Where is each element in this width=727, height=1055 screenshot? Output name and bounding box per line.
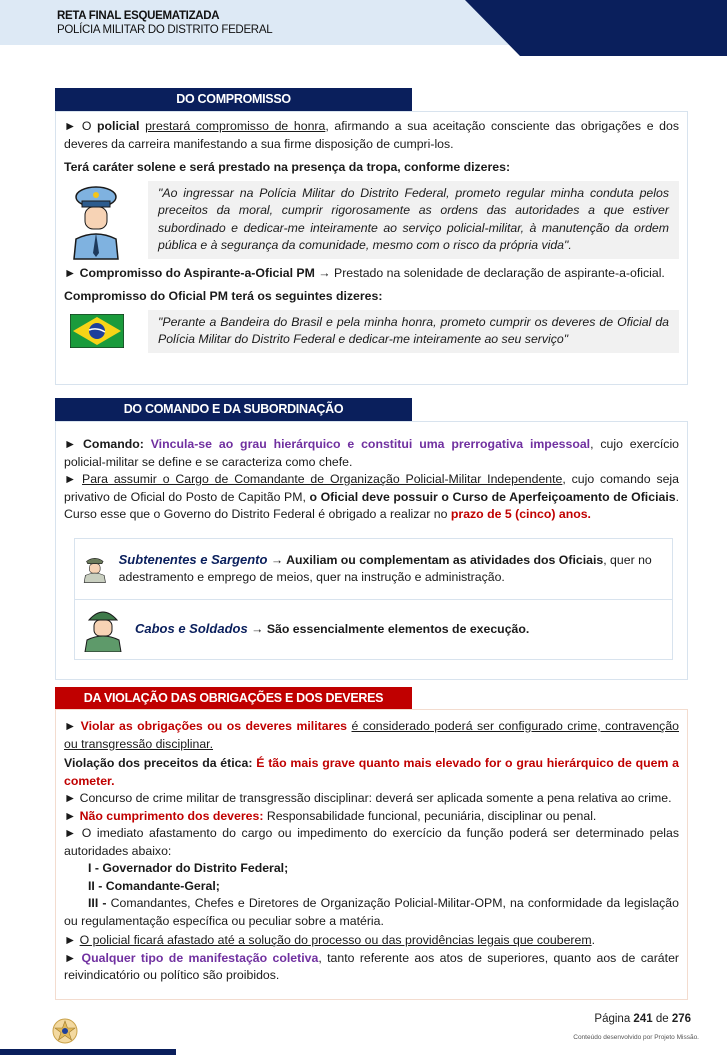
paragraph	[64, 118, 679, 153]
text-run: ►	[64, 950, 82, 965]
paragraph	[64, 265, 679, 283]
text-run: é considerado poderá ser configurado crime, contravenção ou transgressão disciplinar.	[64, 719, 679, 751]
rank-role-detail: , quer no adestramento e emprego de meios, quer na instrução e administração.	[118, 552, 652, 584]
paragraph	[64, 895, 679, 930]
header-decoration	[465, 0, 727, 56]
paragraph	[64, 755, 679, 790]
text-run: , cujo exercício policial-militar se define e se caracteriza como chefe.	[64, 437, 680, 469]
soldier-icon	[83, 606, 123, 652]
text-run: O policial ficará afastado até a solução do processo ou das providências legais que couberem	[79, 933, 592, 947]
text-run: ► O imediato afastamento do cargo ou impedimento do exercício da função poderá ser determinado pelas autoridades abaixo:	[64, 826, 679, 858]
paragraph	[64, 159, 679, 177]
text-run: I - Governador do Distrito Federal;	[88, 861, 289, 875]
paragraph	[64, 860, 679, 878]
text-run: , cujo comando seja privativo de Oficial do Posto de Capitão PM,	[64, 472, 680, 504]
text-run: , tanto referente aos atos de superiores, quanto aos de caráter reivindicatório ou político são proibidos.	[64, 950, 679, 982]
police-officer-icon	[70, 183, 122, 261]
paragraph	[64, 790, 679, 808]
paragraph	[64, 436, 679, 471]
section-compromisso	[55, 111, 688, 385]
section-violacao	[55, 709, 688, 1000]
paragraph	[64, 471, 679, 524]
brand-logo-icon	[52, 1018, 78, 1044]
rank-role: → Auxiliam ou complementam as atividades dos Oficiais	[267, 552, 604, 567]
text-run: Terá caráter solene e será prestado na presença da tropa, conforme dizeres:	[64, 160, 511, 174]
text-run: Qualquer tipo de manifestação coletiva	[81, 950, 319, 965]
rank-row	[75, 599, 672, 659]
section-title-comando: DO COMANDO E DA SUBORDINAÇÃO	[55, 398, 412, 421]
paragraph	[64, 878, 679, 896]
text-run: ► O	[64, 119, 98, 133]
text-run: . Curso esse que o Governo do Distrito Federal é obrigado a realizar no	[64, 489, 679, 521]
rank-row	[75, 539, 672, 599]
text-run: Não cumprimento dos deveres:	[79, 808, 264, 823]
ranks-table	[74, 538, 673, 660]
header-title: RETA FINAL ESQUEMATIZADA	[57, 10, 220, 22]
sergeant-icon	[83, 546, 107, 592]
text-run: Compromisso do Oficial PM terá os seguintes dizeres:	[64, 289, 383, 303]
text-run: Violar as obrigações ou os deveres militares	[80, 719, 348, 733]
text-run: Responsabilidade funcional, pecuniária, disciplinar ou penal.	[263, 808, 597, 823]
page-number: Página 241 de 276	[594, 1013, 691, 1025]
text-run: Vincula-se ao grau hierárquico e constitui uma prerrogativa impessoal	[150, 437, 591, 451]
text-run: III -	[88, 896, 111, 910]
footer-bar	[0, 1049, 176, 1055]
text-run: ► Concurso de crime militar de transgressão disciplinar: deverá ser aplicada somente a pena relativa ao crime.	[64, 791, 672, 805]
text-run: II - Comandante-Geral;	[88, 878, 220, 893]
header-subtitle: POLÍCIA MILITAR DO DISTRITO FEDERAL	[57, 24, 273, 36]
text-run: ►	[64, 437, 84, 451]
text-run: ►	[64, 472, 83, 486]
text-run: Comandantes, Chefes e Diretores de Organização Policial-Militar-OPM, na conformidade da legislação ou regulamentação específica ou peculiar sobre a matéria.	[64, 896, 679, 928]
paragraph	[64, 950, 679, 985]
rank-category: Subtenentes e Sargento	[118, 551, 268, 567]
officer-oath-quote: "Perante a Bandeira do Brasil e pela minha honra, prometo cumprir os deveres de Oficial da Polícia Militar do Distrito Federal e dedicar-me inteiramente ao seu serviço"	[148, 310, 679, 353]
paragraph	[64, 932, 679, 950]
text-run: prazo de 5 (cinco) anos.	[450, 507, 591, 521]
text-run: .	[591, 933, 596, 947]
section-title-compromisso: DO COMPROMISSO	[55, 88, 412, 111]
text-run: ►	[64, 719, 81, 733]
text-run: → Prestado na solenidade de declaração de aspirante-a-oficial.	[314, 265, 665, 280]
text-run: Comando:	[83, 437, 151, 451]
text-run: policial	[97, 119, 140, 133]
text-run: Para assumir o Cargo de Comandante de Organização Policial-Militar Independente	[82, 472, 563, 486]
text-run: ►	[64, 933, 80, 947]
footer-credit: Conteúdo desenvolvido por Projeto Missão.	[573, 1034, 699, 1041]
paragraph	[64, 718, 679, 753]
paragraph	[64, 808, 679, 826]
paragraph	[64, 288, 679, 306]
text-run: ►	[64, 808, 80, 823]
paragraph	[64, 825, 679, 860]
oath-quote: "Ao ingressar na Polícia Militar do Distrito Federal, prometo regular minha conduta pelos preceitos da moral, cumprir rigorosamente as ordens das autoridades a que estiver subordinado e dedicar-me inteiramente ao serviço policial-militar, à manutenção da ordem pública e à segurança da comunidade, mesmo com o risco da própria vida".	[148, 181, 679, 259]
text-run: Violação dos preceitos da ética:	[64, 756, 257, 770]
text-run: ► Compromisso do Aspirante-a-Oficial PM	[64, 265, 315, 280]
section-comando	[55, 421, 688, 680]
text-run: , afirmando a sua aceitação consciente das obrigações e dos deveres da carreira manifestando a sua firme disposição de cumpri-los.	[64, 119, 680, 151]
rank-role: → São essencialmente elementos de execução.	[247, 621, 530, 636]
text-run: É tão mais grave quanto mais elevado for o grau hierárquico de quem a cometer.	[64, 756, 679, 788]
text-run: prestará compromisso de honra	[145, 119, 326, 133]
brazil-flag-icon	[70, 314, 124, 348]
text-run: o Oficial deve possuir o Curso de Aperfeiçoamento de Oficiais	[309, 489, 676, 504]
section-title-violacao: DA VIOLAÇÃO DAS OBRIGAÇÕES E DOS DEVERES	[55, 687, 412, 710]
rank-category: Cabos e Soldados	[135, 620, 248, 636]
